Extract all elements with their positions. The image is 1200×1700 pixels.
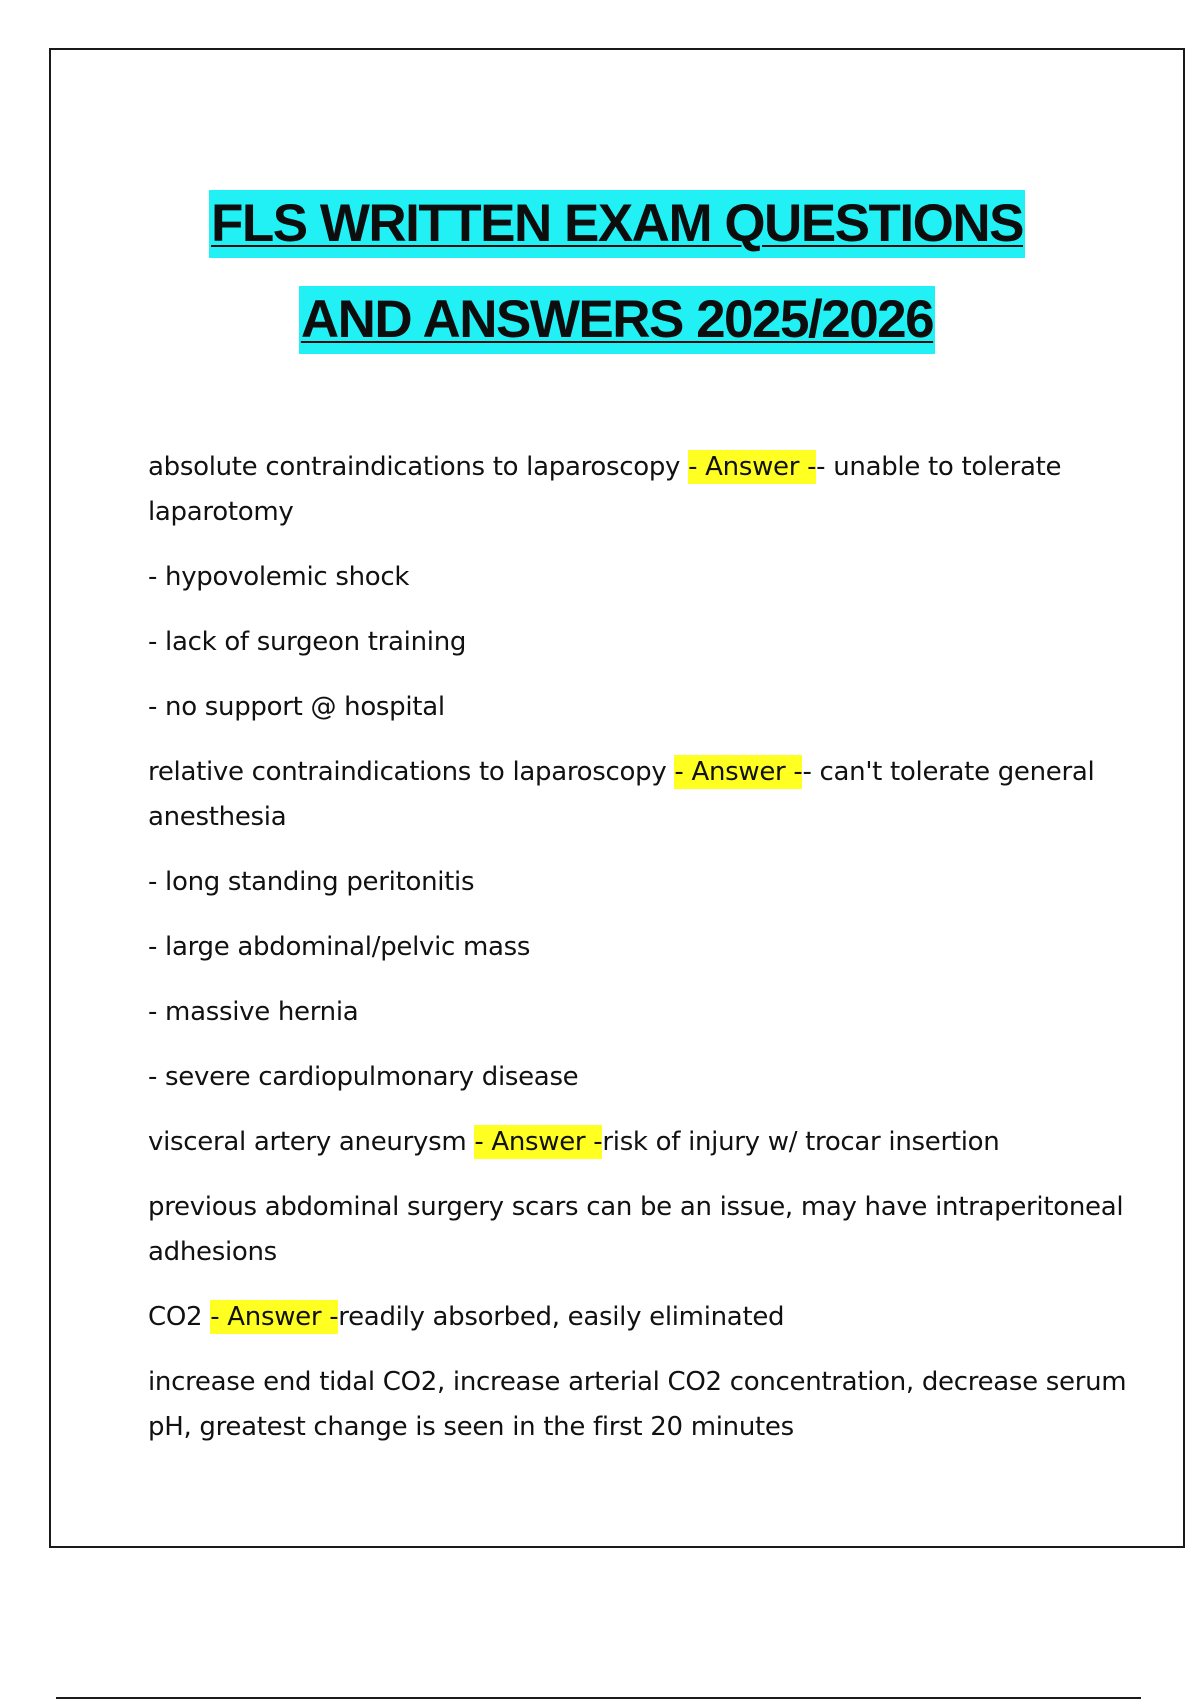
qa-line: [148, 1055, 1148, 1100]
answer-marker: - Answer -: [474, 1127, 603, 1157]
qa-item: [148, 1295, 1148, 1340]
qa-text: - long standing peritonitis: [148, 867, 475, 897]
qa-item: [148, 445, 1148, 535]
qa-text: - severe cardiopulmonary disease: [148, 1062, 579, 1092]
document-title: [51, 190, 1183, 382]
qa-text: visceral artery aneurysm: [148, 1127, 475, 1157]
qa-item: [148, 750, 1148, 840]
answer-text: risk of injury w/ trocar insertion: [602, 1127, 1000, 1157]
qa-text: - massive hernia: [148, 997, 359, 1027]
qa-text: previous abdominal surgery scars can be an issue, may have intraperitoneal adhesions: [148, 1192, 1124, 1267]
title-line-1: FLS WRITTEN EXAM QUESTIONS: [209, 190, 1025, 258]
answer-text: readily absorbed, easily eliminated: [338, 1302, 785, 1332]
qa-text: - no support @ hospital: [148, 692, 445, 722]
qa-text: absolute contraindications to laparoscopy: [148, 452, 689, 482]
qa-text: increase end tidal CO2, increase arterial CO2 concentration, decrease serum pH, greatest change is seen in the first 20 minutes: [148, 1367, 1127, 1442]
title-line-2: AND ANSWERS 2025/2026: [299, 286, 935, 354]
qa-text: - lack of surgeon training: [148, 627, 467, 657]
qa-line: [148, 1360, 1148, 1450]
qa-line: [148, 620, 1148, 665]
qa-line: [148, 555, 1148, 600]
qa-text: - large abdominal/pelvic mass: [148, 932, 531, 962]
answer-marker: - Answer -: [210, 1302, 339, 1332]
qa-line: [148, 685, 1148, 730]
answer-marker: - Answer -: [674, 757, 803, 787]
qa-item: [148, 1120, 1148, 1165]
qa-line: [148, 990, 1148, 1035]
answer-marker: - Answer -: [688, 452, 817, 482]
qa-text: - hypovolemic shock: [148, 562, 410, 592]
qa-line: [148, 925, 1148, 970]
qa-content: [148, 445, 1148, 1470]
answer-text: - can't tolerate general anesthesia: [148, 757, 1095, 832]
qa-text: relative contraindications to laparoscopy: [148, 757, 675, 787]
document-page: [49, 48, 1185, 1548]
bottom-divider: [56, 1697, 1141, 1699]
qa-line: [148, 860, 1148, 905]
qa-text: CO2: [148, 1302, 211, 1332]
answer-text: - unable to tolerate laparotomy: [148, 452, 1062, 527]
qa-line: [148, 1185, 1148, 1275]
